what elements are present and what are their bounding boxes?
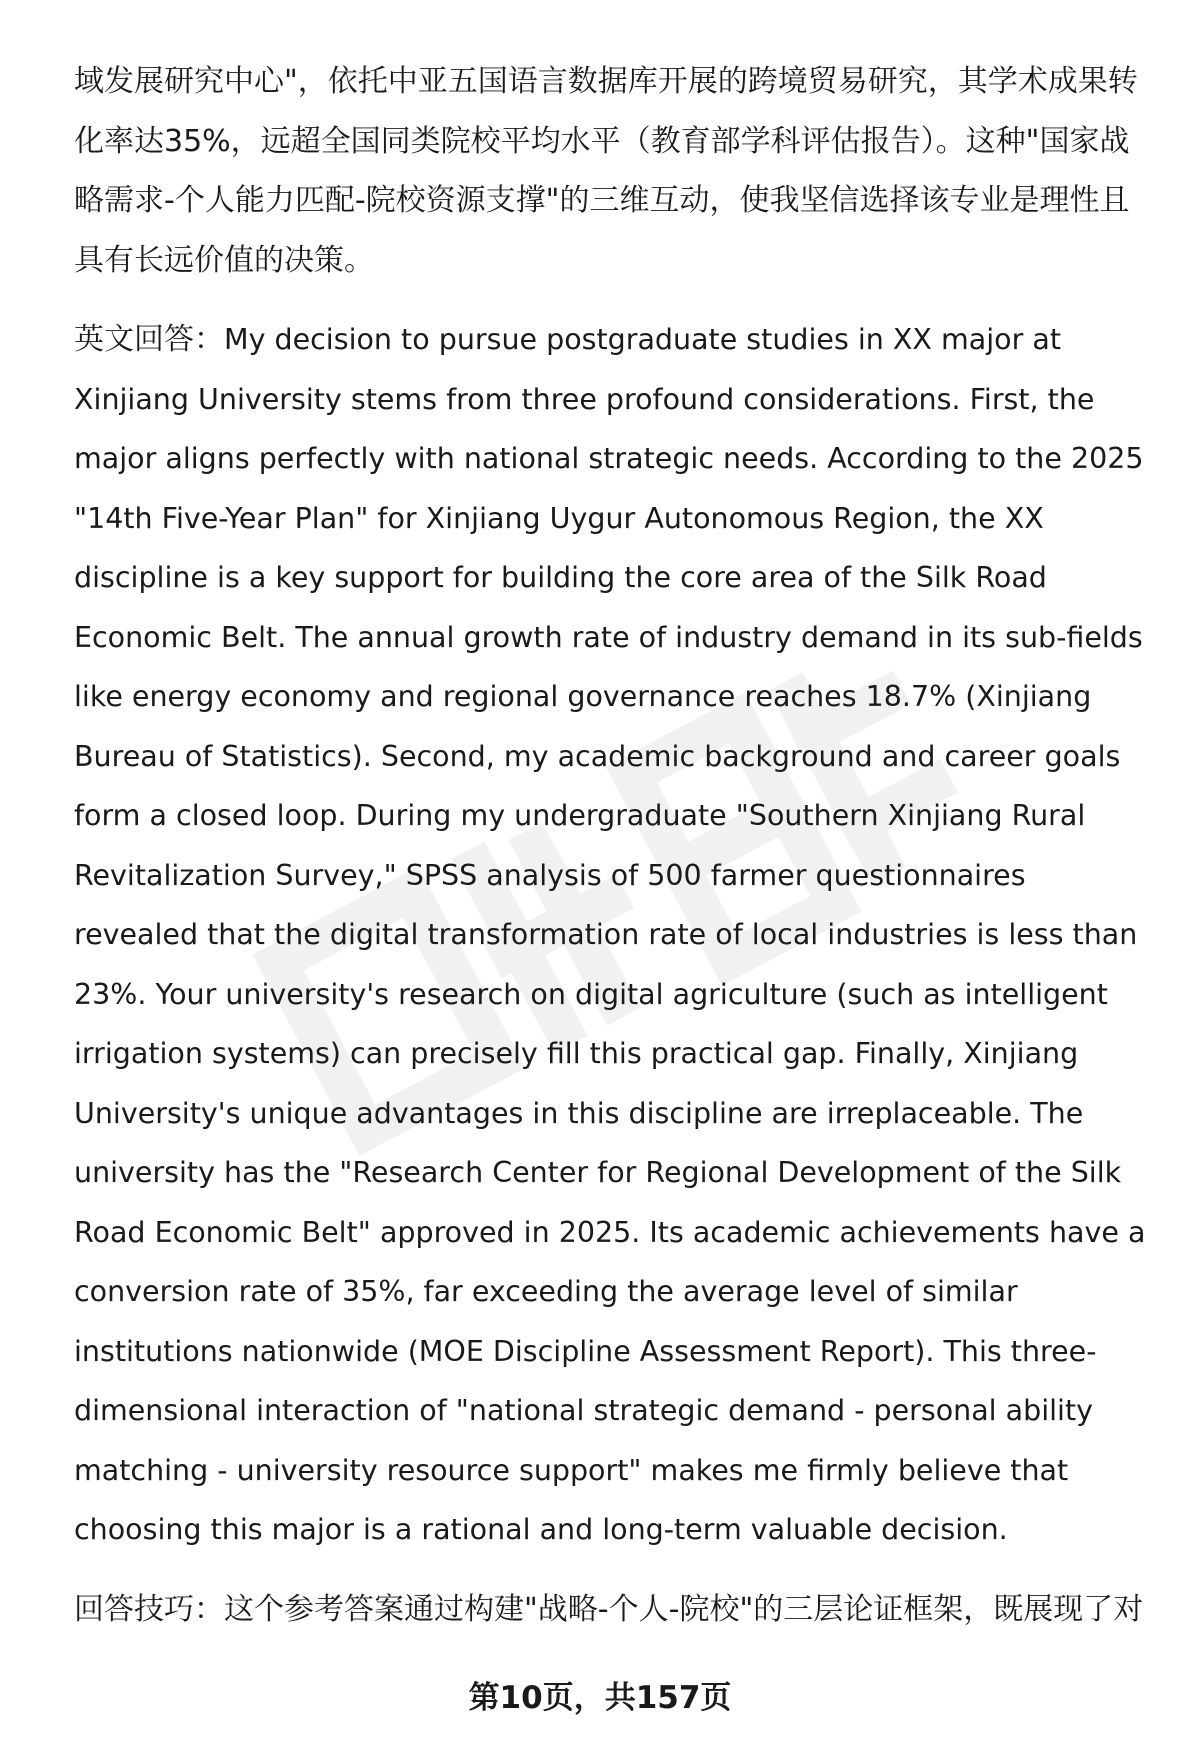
chinese-answer-paragraph: [74, 52, 1154, 290]
answer-tips-text: 这个参考答案通过构建"战略-个人-院校"的三层论证框架，既展现了对: [224, 1591, 1144, 1627]
english-answer-label: 英文回答：: [74, 322, 224, 357]
document-page: [74, 52, 1154, 1639]
page-number-footer: 第10页，共157页: [468, 1680, 732, 1716]
answer-tips-paragraph: [74, 1580, 1154, 1640]
answer-tips-label: 回答技巧：: [74, 1591, 224, 1627]
english-answer-paragraph: [74, 310, 1154, 1560]
english-answer-text: My decision to pursue postgraduate studies in XX major at Xinjiang University stems from three profound considerations. First, the major aligns perfectly with national strategic needs. According to the 2025 "14th Five-Year Plan" for Xinjiang Uygur Autonomous Region, the XX discipline is a key support for building the core area of the Silk Road Economic Belt. The annual growth rate of industry demand in its sub-fields like energy economy and regional governance reaches 18.7% (Xinjiang Bureau of Statistics). Second, my academic background and career goals form a closed loop. During my undergraduate "Southern Xinjiang Rural Revitalization Survey," SPSS analysis of 500 farmer questionnaires revealed that the digital transformation rate of local industries is less than 23%. Your university's research on digital agriculture (such as intelligent irrigation systems) can precisely fill this practical gap. Finally, Xinjiang University's unique advantages in this discipline are irreplaceable. The university has the "Research Center for Regional Development of the Silk Road Economic Belt" approved in 2025. Its academic achievements have a conversion rate of 35%, far exceeding the average level of similar institutions nationwide (MOE Discipline Assessment Report). This three-dimensional interaction of "national strategic demand - personal ability matching - university resource support" makes me firmly believe that choosing this major is a rational and long-term valuable decision.: [74, 323, 1146, 1546]
chinese-answer-text: 域发展研究中心"，依托中亚五国语言数据库开展的跨境贸易研究，其学术成果转化率达35%，远超全国同类院校平均水平（教育部学科评估报告）。这种"国家战略需求-个人能力匹配-院校资源支撑"的三维互动，使我坚信选择该专业是理性且具有长远价值的决策。: [74, 64, 1138, 278]
